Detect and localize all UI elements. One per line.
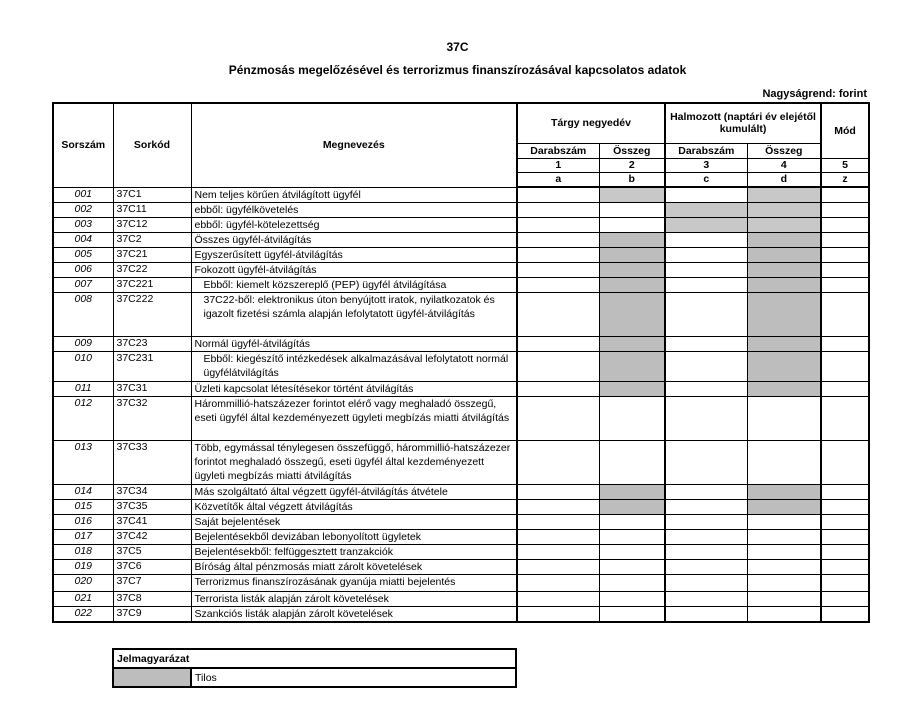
row-number: 012 [53,396,113,440]
header-letter-z: z [821,172,869,187]
cell-a[interactable] [517,187,599,202]
table-row [53,336,869,351]
row-code: 37C35 [113,499,191,514]
data-table [52,102,870,623]
cell-a[interactable] [517,292,599,336]
table-row [53,559,869,574]
cell-c[interactable] [665,336,747,351]
row-name: Egyszerűsített ügyfél-átvilágítás [191,247,517,262]
header-targy-negyedev: Tárgy negyedév [517,103,665,143]
cell-c[interactable] [665,499,747,514]
table-body [53,187,869,622]
cell-a[interactable] [517,262,599,277]
cell-c[interactable] [665,591,747,606]
row-code: 37C31 [113,381,191,396]
header-num-3: 3 [665,158,747,172]
cell-b-forbidden [599,232,665,247]
cell-b-forbidden [599,247,665,262]
cell-z[interactable] [821,381,869,396]
cell-d-forbidden [747,351,821,381]
cell-b[interactable] [599,396,665,440]
row-code: 37C32 [113,396,191,440]
row-name: Üzleti kapcsolat létesítésekor történt átvilágítás [191,381,517,396]
cell-a[interactable] [517,336,599,351]
row-number: 008 [53,292,113,336]
row-code: 37C21 [113,247,191,262]
cell-c[interactable] [665,351,747,381]
header-osszeg-1: Összeg [599,143,665,158]
cell-b[interactable] [599,559,665,574]
cell-a[interactable] [517,529,599,544]
cell-d[interactable] [747,529,821,544]
cell-z[interactable] [821,217,869,232]
cell-c[interactable] [665,262,747,277]
header-letter-a: a [517,172,599,187]
cell-c[interactable] [665,559,747,574]
cell-a[interactable] [517,484,599,499]
row-number: 010 [53,351,113,381]
cell-c[interactable] [665,529,747,544]
cell-d[interactable] [747,574,821,591]
row-name: Közvetítők által végzett átvilágítás [191,499,517,514]
unit-label: Nagyságrend: forint [762,88,867,100]
row-number: 019 [53,559,113,574]
cell-b-forbidden [599,351,665,381]
table-row [53,591,869,606]
row-number: 014 [53,484,113,499]
legend-title: Jelmagyarázat [113,649,516,668]
row-name: Ebből: kiemelt közszereplő (PEP) ügyfél átvilágítása [191,277,517,292]
row-name: Nem teljes körűen átvilágított ügyfél [191,187,517,202]
table-row [53,499,869,514]
cell-a[interactable] [517,217,599,232]
cell-a[interactable] [517,514,599,529]
row-code: 37C222 [113,292,191,336]
cell-d[interactable] [747,544,821,559]
cell-c[interactable] [665,277,747,292]
row-number: 002 [53,202,113,217]
table-row [53,247,869,262]
cell-c[interactable] [665,440,747,484]
row-number: 016 [53,514,113,529]
row-code: 37C231 [113,351,191,381]
cell-c[interactable] [665,247,747,262]
cell-b-forbidden [599,484,665,499]
table-row [53,514,869,529]
cell-b[interactable] [599,544,665,559]
table-row [53,232,869,247]
row-name: Szankciós listák alapján zárolt követelések [191,606,517,622]
row-name: Több, egymással ténylegesen összefüggő, hárommillió-hatszázezer forintot meghaladó összegű, eseti ügyfél által kezdeményezett ügyleti megbízás miatti átvilágítás [191,440,517,484]
row-name: Bejelentésekből: felfüggesztett tranzakciók [191,544,517,559]
cell-a[interactable] [517,202,599,217]
cell-d-forbidden [747,499,821,514]
cell-z[interactable] [821,202,869,217]
cell-z[interactable] [821,396,869,440]
cell-z[interactable] [821,351,869,381]
row-name: Ebből: kiegészítő intézkedések alkalmazásával lefolytatott normál ügyfélátvilágítás [191,351,517,381]
cell-d-forbidden [747,247,821,262]
cell-z[interactable] [821,187,869,202]
cell-a[interactable] [517,277,599,292]
cell-c[interactable] [665,484,747,499]
row-number: 022 [53,606,113,622]
cell-b[interactable] [599,514,665,529]
cell-d-forbidden [747,202,821,217]
row-name: Bejelentésekből devizában lebonyolított ügyletek [191,529,517,544]
cell-d-forbidden [747,232,821,247]
cell-z[interactable] [821,292,869,336]
cell-a[interactable] [517,381,599,396]
cell-z[interactable] [821,232,869,247]
row-number: 018 [53,544,113,559]
cell-c[interactable] [665,396,747,440]
cell-c[interactable] [665,232,747,247]
cell-z[interactable] [821,544,869,559]
row-name: ebből: ügyfélkövetelés [191,202,517,217]
cell-d-forbidden [747,262,821,277]
legend-table [112,648,517,688]
row-name: Bíróság által pénzmosás miatt zárolt követelések [191,559,517,574]
cell-a[interactable] [517,606,599,622]
header-halmozott: Halmozott (naptári év elejétől kumulált) [665,103,821,143]
table-row [53,484,869,499]
cell-d-forbidden [747,292,821,336]
row-code: 37C33 [113,440,191,484]
cell-z[interactable] [821,559,869,574]
row-code: 37C221 [113,277,191,292]
table-row [53,396,869,440]
cell-z[interactable] [821,484,869,499]
cell-z[interactable] [821,591,869,606]
cell-a[interactable] [517,440,599,484]
cell-b-forbidden [599,292,665,336]
cell-c[interactable] [665,292,747,336]
cell-z[interactable] [821,440,869,484]
row-code: 37C34 [113,484,191,499]
header-darabszam-2: Darabszám [665,143,747,158]
header-num-1: 1 [517,158,599,172]
row-number: 006 [53,262,113,277]
header-num-2: 2 [599,158,665,172]
cell-c[interactable] [665,381,747,396]
row-number: 009 [53,336,113,351]
row-code: 37C2 [113,232,191,247]
row-number: 015 [53,499,113,514]
table-row [53,606,869,622]
row-code: 37C8 [113,591,191,606]
header-sorkod: Sorkód [113,103,191,187]
legend-forbidden-label: Tilos [191,668,516,687]
cell-c-forbidden [665,202,747,217]
cell-d[interactable] [747,606,821,622]
cell-b-forbidden [599,336,665,351]
table-row [53,574,869,591]
row-code: 37C7 [113,574,191,591]
table-row [53,292,869,336]
row-name: Terrorista listák alapján zárolt követelések [191,591,517,606]
row-number: 001 [53,187,113,202]
cell-z[interactable] [821,247,869,262]
table-row [53,381,869,396]
row-number: 013 [53,440,113,484]
cell-b[interactable] [599,440,665,484]
cell-z[interactable] [821,514,869,529]
row-name: Összes ügyfél-átvilágítás [191,232,517,247]
cell-a[interactable] [517,247,599,262]
header-num-4: 4 [747,158,821,172]
cell-z[interactable] [821,336,869,351]
cell-a[interactable] [517,559,599,574]
cell-b-forbidden [599,277,665,292]
cell-d-forbidden [747,336,821,351]
cell-c[interactable] [665,187,747,202]
cell-z[interactable] [821,574,869,591]
cell-b[interactable] [599,606,665,622]
cell-d-forbidden [747,277,821,292]
cell-b-forbidden [599,262,665,277]
header-darabszam-1: Darabszám [517,143,599,158]
header-letter-d: d [747,172,821,187]
row-name: Normál ügyfél-átvilágítás [191,336,517,351]
cell-d-forbidden [747,381,821,396]
row-number: 020 [53,574,113,591]
row-name: Saját bejelentések [191,514,517,529]
cell-c-forbidden [665,217,747,232]
cell-b-forbidden [599,187,665,202]
cell-a[interactable] [517,591,599,606]
row-code: 37C23 [113,336,191,351]
table-row [53,529,869,544]
cell-a[interactable] [517,574,599,591]
cell-z[interactable] [821,499,869,514]
cell-a[interactable] [517,499,599,514]
cell-z[interactable] [821,262,869,277]
table-row [53,277,869,292]
row-code: 37C22 [113,262,191,277]
header-osszeg-2: Összeg [747,143,821,158]
cell-d[interactable] [747,396,821,440]
cell-b[interactable] [599,574,665,591]
row-number: 003 [53,217,113,232]
row-code: 37C6 [113,559,191,574]
row-name: Terrorizmus finanszírozásának gyanúja miatti bejelentés [191,574,517,591]
cell-a[interactable] [517,396,599,440]
table-row [53,544,869,559]
table-row [53,187,869,202]
cell-b[interactable] [599,529,665,544]
cell-d[interactable] [747,591,821,606]
cell-a[interactable] [517,351,599,381]
cell-d-forbidden [747,484,821,499]
cell-d[interactable] [747,514,821,529]
row-name: Hárommillió-hatszázezer forintot elérő vagy meghaladó összegű, eseti ügyfél által kezdeményezett ügyleti megbízás miatti átvilágítás [191,396,517,440]
table-row [53,351,869,381]
row-name: Más szolgáltató által végzett ügyfél-átvilágítás átvétele [191,484,517,499]
cell-c[interactable] [665,544,747,559]
table-row [53,440,869,484]
cell-c[interactable] [665,574,747,591]
row-number: 021 [53,591,113,606]
cell-b[interactable] [599,591,665,606]
row-number: 017 [53,529,113,544]
cell-d-forbidden [747,187,821,202]
report-code: 37C [446,40,469,54]
cell-c[interactable] [665,514,747,529]
cell-z[interactable] [821,529,869,544]
cell-d[interactable] [747,440,821,484]
row-code: 37C9 [113,606,191,622]
row-name: 37C22-ből: elektronikus úton benyújtott iratok, nyilatkozatok és igazolt fizetési számla alapján lefolytatott ügyfél-átvilágítás [191,292,517,336]
row-number: 007 [53,277,113,292]
report-title: Pénzmosás megelőzésével és terrorizmus finanszírozásával kapcsolatos adatok [228,63,687,77]
cell-b-forbidden [599,499,665,514]
cell-b[interactable] [599,202,665,217]
header-letter-c: c [665,172,747,187]
row-code: 37C12 [113,217,191,232]
row-code: 37C41 [113,514,191,529]
table-row [53,202,869,217]
cell-b[interactable] [599,217,665,232]
cell-a[interactable] [517,544,599,559]
row-code: 37C42 [113,529,191,544]
header-num-5: 5 [821,158,869,172]
cell-c[interactable] [665,606,747,622]
row-number: 011 [53,381,113,396]
row-code: 37C5 [113,544,191,559]
header-mod: Mód [821,103,869,158]
row-number: 005 [53,247,113,262]
cell-z[interactable] [821,606,869,622]
cell-d[interactable] [747,559,821,574]
cell-a[interactable] [517,232,599,247]
table-row [53,262,869,277]
table-row [53,217,869,232]
cell-d-forbidden [747,217,821,232]
header-letter-b: b [599,172,665,187]
cell-b-forbidden [599,381,665,396]
row-code: 37C1 [113,187,191,202]
row-name: Fokozott ügyfél-átvilágítás [191,262,517,277]
header-megnevezes: Megnevezés [191,103,517,187]
row-code: 37C11 [113,202,191,217]
row-number: 004 [53,232,113,247]
header-sorszam: Sorszám [53,103,113,187]
row-name: ebből: ügyfél-kötelezettség [191,217,517,232]
legend-forbidden-swatch [113,668,191,687]
cell-z[interactable] [821,277,869,292]
